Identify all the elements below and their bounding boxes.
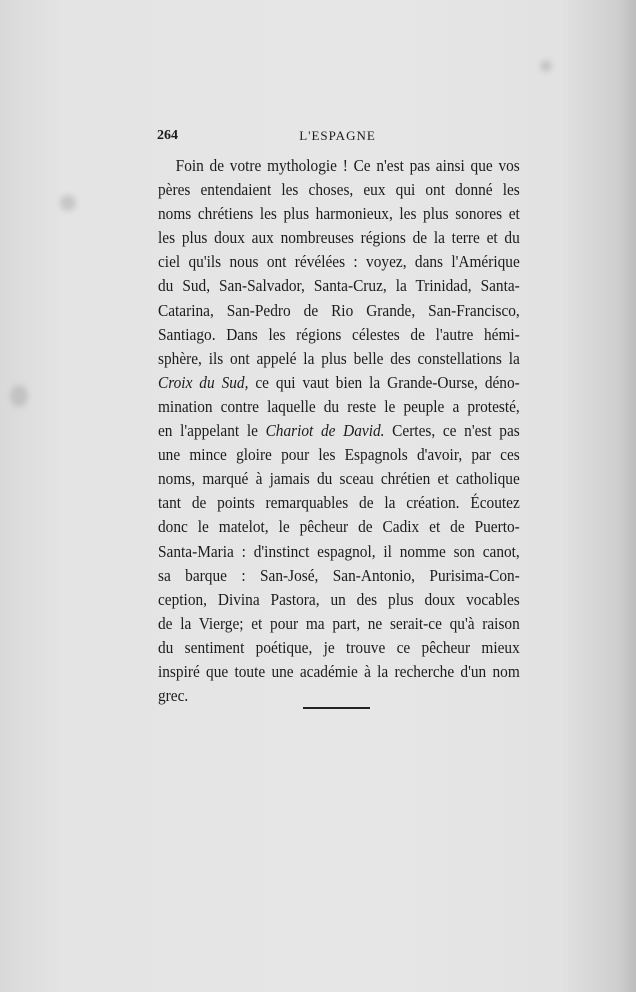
text-line: [158, 636, 520, 660]
text-line: [158, 443, 520, 467]
text-segment: grec.: [158, 686, 189, 706]
italic-title: Croix du Sud,: [158, 372, 249, 392]
paper-stain: [10, 385, 28, 407]
text-segment: en l'appelant le: [158, 421, 266, 441]
page-header: [157, 128, 518, 148]
text-segment: Foin de votre mythologie ! Ce n'est pas ainsi que vos: [175, 156, 520, 175]
text-line: [158, 323, 520, 347]
paper-stain: [60, 195, 76, 211]
paper-stain: [540, 60, 552, 72]
text-line: [158, 540, 520, 564]
text-segment: pères entendaient les choses, eux qui ont donné les: [158, 180, 520, 200]
text-segment: ception, Divina Pastora, un des plus doux vocables: [158, 589, 520, 609]
text-line: [158, 588, 520, 612]
text-segment: ce qui vaut bien la Grande-Ourse, déno-: [248, 372, 520, 392]
text-line: [158, 467, 520, 491]
text-line: [158, 226, 520, 250]
text-segment: Catarina, San-Pedro de Rio Grande, San-Francisco,: [158, 300, 520, 320]
text-segment: noms chrétiens les plus harmonieux, les plus sonores et: [158, 204, 520, 224]
text-line: [158, 178, 520, 202]
text-segment: sa barque : San-José, San-Antonio, Purisima-Con-: [158, 565, 520, 585]
text-line: [158, 612, 520, 636]
text-segment: mination contre laquelle du reste le peuple a protesté,: [158, 396, 520, 416]
text-segment: du sentiment poétique, je trouve ce pêcheur mieux: [158, 637, 520, 657]
text-line: [158, 154, 520, 178]
text-line: [158, 274, 520, 298]
text-line: [158, 347, 520, 371]
body-text: [158, 154, 520, 708]
text-segment: tant de points remarquables de la création. Écoutez: [158, 493, 520, 513]
text-segment: Certes, ce n'est pas: [384, 421, 520, 441]
text-segment: de la Vierge; et pour ma part, ne serait-ce qu'à raison: [158, 613, 520, 633]
page-number: 264: [157, 128, 178, 143]
text-segment: ciel qu'ils nous ont révélées : voyez, dans l'Amérique: [158, 252, 520, 272]
text-line: [158, 564, 520, 588]
text-segment: du Sud, San-Salvador, Santa-Cruz, la Trinidad, Santa-: [158, 276, 520, 296]
text-segment: Santa-Maria : d'instinct espagnol, il nomme son canot,: [158, 541, 520, 561]
italic-title: Chariot de David.: [265, 421, 385, 441]
text-segment: sphère, ils ont appelé la plus belle des constellations la: [158, 348, 520, 368]
running-title: L'ESPAGNE: [299, 128, 376, 143]
text-segment: Santiago. Dans les régions célestes de l'autre hémi-: [158, 324, 520, 344]
text-line: [158, 202, 520, 226]
text-line: [158, 395, 520, 419]
section-end-rule: [303, 707, 370, 709]
text-line: [158, 371, 520, 395]
text-segment: une mince gloire pour les Espagnols d'avoir, par ces: [158, 445, 520, 465]
text-line: [158, 684, 520, 708]
text-segment: noms, marqué à jamais du sceau chrétien et catholique: [158, 469, 520, 489]
text-segment: inspiré que toute une académie à la recherche d'un nom: [158, 661, 520, 681]
text-line: [158, 491, 520, 515]
text-segment: les plus doux aux nombreuses régions de la terre et du: [158, 228, 520, 248]
text-line: [158, 515, 520, 539]
text-line: [158, 419, 520, 443]
text-line: [158, 250, 520, 274]
text-line: [158, 299, 520, 323]
text-segment: donc le matelot, le pêcheur de Cadix et de Puerto-: [158, 517, 520, 537]
text-line: [158, 660, 520, 684]
